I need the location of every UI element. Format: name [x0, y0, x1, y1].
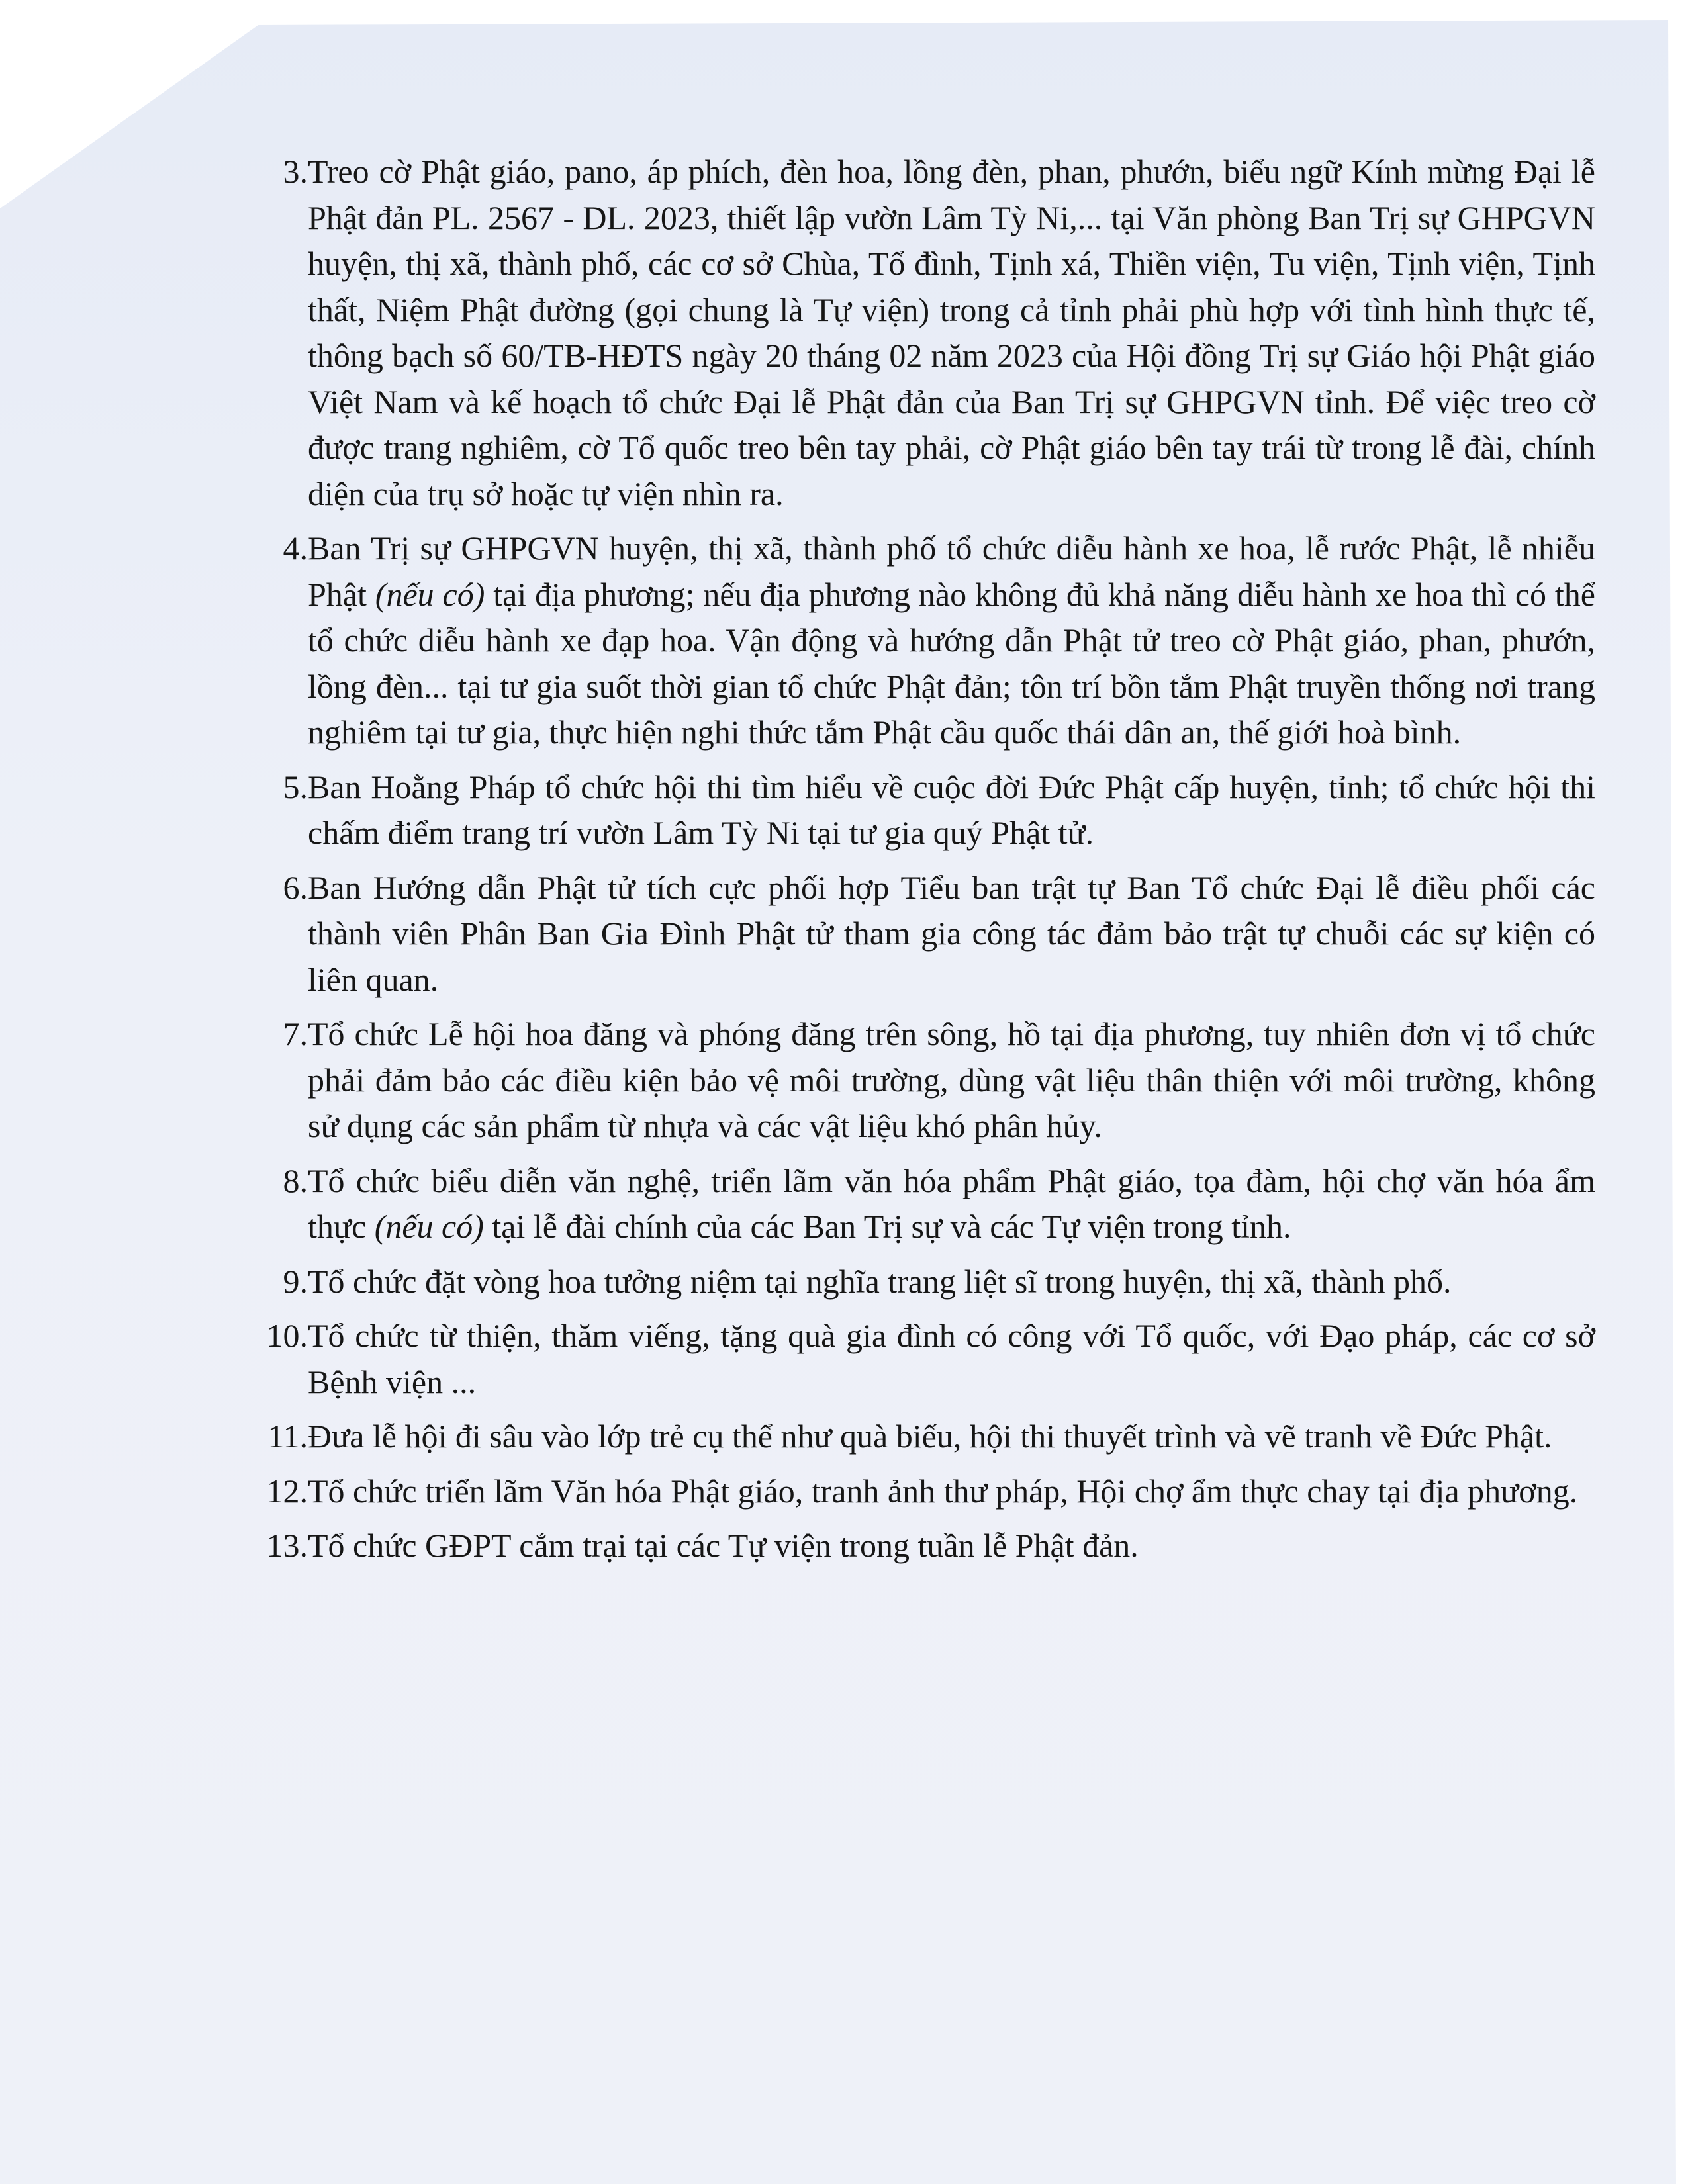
item-number: 6. — [283, 868, 308, 906]
list-item — [252, 149, 1595, 517]
item-text-italic: (nếu có) — [375, 575, 485, 613]
list-item — [252, 1523, 1595, 1569]
item-text: Tổ chức từ thiện, thăm viếng, tặng quà gia đình có công với Tổ quốc, với Đạo pháp, các cơ sở Bệnh viện ... — [308, 1317, 1595, 1400]
item-text: Đưa lễ hội đi sâu vào lớp trẻ cụ thể như quà biếu, hội thi thuyết trình và vẽ tranh về Đức Phật. — [308, 1418, 1552, 1455]
item-number: 11. — [267, 1418, 308, 1455]
item-text-part: Ban Trị sự GHPGVN huyện, thị xã, thành phố tổ chức diễu hành xe hoa, lễ rước Phật, lễ nhiễu Phật — [308, 529, 1595, 613]
item-number: 5. — [283, 768, 308, 805]
list-item — [252, 865, 1595, 1003]
item-number: 4. — [283, 529, 308, 567]
activity-list — [252, 149, 1595, 1578]
item-text: Ban Hướng dẫn Phật tử tích cực phối hợp Tiểu ban trật tự Ban Tổ chức Đại lễ điều phối các thành viên Phân Ban Gia Đình Phật tử tham gia công tác đảm bảo trật tự chuỗi các sự kiện có liên quan. — [308, 868, 1595, 998]
item-number: 13. — [266, 1527, 308, 1564]
item-number: 9. — [283, 1262, 308, 1300]
list-item — [252, 1158, 1595, 1250]
item-text-part: tại địa phương; nếu địa phương nào không đủ khả năng diễu hành xe hoa thì có thể tổ chức diễu hành xe đạp hoa. Vận động và hướng dẫn Phật tử treo cờ Phật giáo, phan, phướn, lồng đèn... tại tư gia suốt thời gian tổ chức Phật đản; tôn trí bồn tắm Phật truyền thống nơi trang nghiêm tại tư gia, thực hiện nghi thức tắm Phật cầu quốc thái dân an, thế giới hoà bình. — [308, 575, 1595, 751]
list-item — [252, 1313, 1595, 1405]
item-text-italic: (nếu có) — [374, 1208, 484, 1245]
list-item — [252, 1414, 1595, 1460]
item-number: 3. — [283, 153, 308, 190]
list-item — [252, 1469, 1595, 1515]
item-text: Tổ chức GĐPT cắm trại tại các Tự viện trong tuần lễ Phật đản. — [308, 1527, 1139, 1564]
item-text: Ban Hoằng Pháp tổ chức hội thi tìm hiểu về cuộc đời Đức Phật cấp huyện, tỉnh; tổ chức hội thi chấm điểm trang trí vườn Lâm Tỳ Ni tại tư gia quý Phật tử. — [308, 768, 1595, 851]
item-text: Tổ chức Lễ hội hoa đăng và phóng đăng trên sông, hồ tại địa phương, tuy nhiên đơn vị tổ chức phải đảm bảo các điều kiện bảo vệ môi trường, dùng vật liệu thân thiện với môi trường, không sử dụng các sản phẩm từ nhựa và các vật liệu khó phân hủy. — [308, 1015, 1595, 1144]
item-text: Tổ chức triển lãm Văn hóa Phật giáo, tranh ảnh thư pháp, Hội chợ ẩm thực chay tại địa phương. — [308, 1472, 1578, 1510]
list-item — [252, 1011, 1595, 1150]
item-number: 8. — [283, 1161, 308, 1199]
item-text — [308, 1158, 1595, 1250]
list-item — [252, 1259, 1595, 1305]
list-item — [252, 764, 1595, 856]
item-number: 12. — [266, 1472, 308, 1510]
item-text — [308, 525, 1595, 756]
item-number: 10. — [266, 1317, 308, 1354]
item-text: Treo cờ Phật giáo, pano, áp phích, đèn hoa, lồng đèn, phan, phướn, biểu ngữ Kính mừng Đại lễ Phật đản PL. 2567 - DL. 2023, thiết lập vườn Lâm Tỳ Ni,... tại Văn phòng Ban Trị sự GHPGVN huyện, thị xã, thành phố, các cơ sở Chùa, Tổ đình, Tịnh xá, Thiền viện, Tu viện, Tịnh viện, Tịnh thất, Niệm Phật đường (gọi chung là Tự viện) trong cả tỉnh phải phù hợp với tình hình thực tế, thông bạch số 60/TB-HĐTS ngày 20 tháng 02 năm 2023 của Hội đồng Trị sự Giáo hội Phật giáo Việt Nam và kế hoạch tổ chức Đại lễ Phật đản của Ban Trị sự GHPGVN tỉnh. Để việc treo cờ được trang nghiêm, cờ Tổ quốc treo bên tay phải, cờ Phật giáo bên tay trái từ trong lễ đài, chính diện của trụ sở hoặc tự viện nhìn ra. — [308, 153, 1595, 512]
item-number: 7. — [283, 1015, 308, 1052]
item-text-part: tại lễ đài chính của các Ban Trị sự và các Tự viện trong tỉnh. — [483, 1208, 1291, 1245]
list-item — [252, 525, 1595, 756]
item-text-part: Tổ chức biểu diễn văn nghệ, triển lãm văn hóa phẩm Phật giáo, tọa đàm, hội chợ văn hóa ẩm thực — [308, 1161, 1595, 1245]
item-text: Tổ chức đặt vòng hoa tưởng niệm tại nghĩa trang liệt sĩ trong huyện, thị xã, thành phố. — [308, 1262, 1452, 1300]
